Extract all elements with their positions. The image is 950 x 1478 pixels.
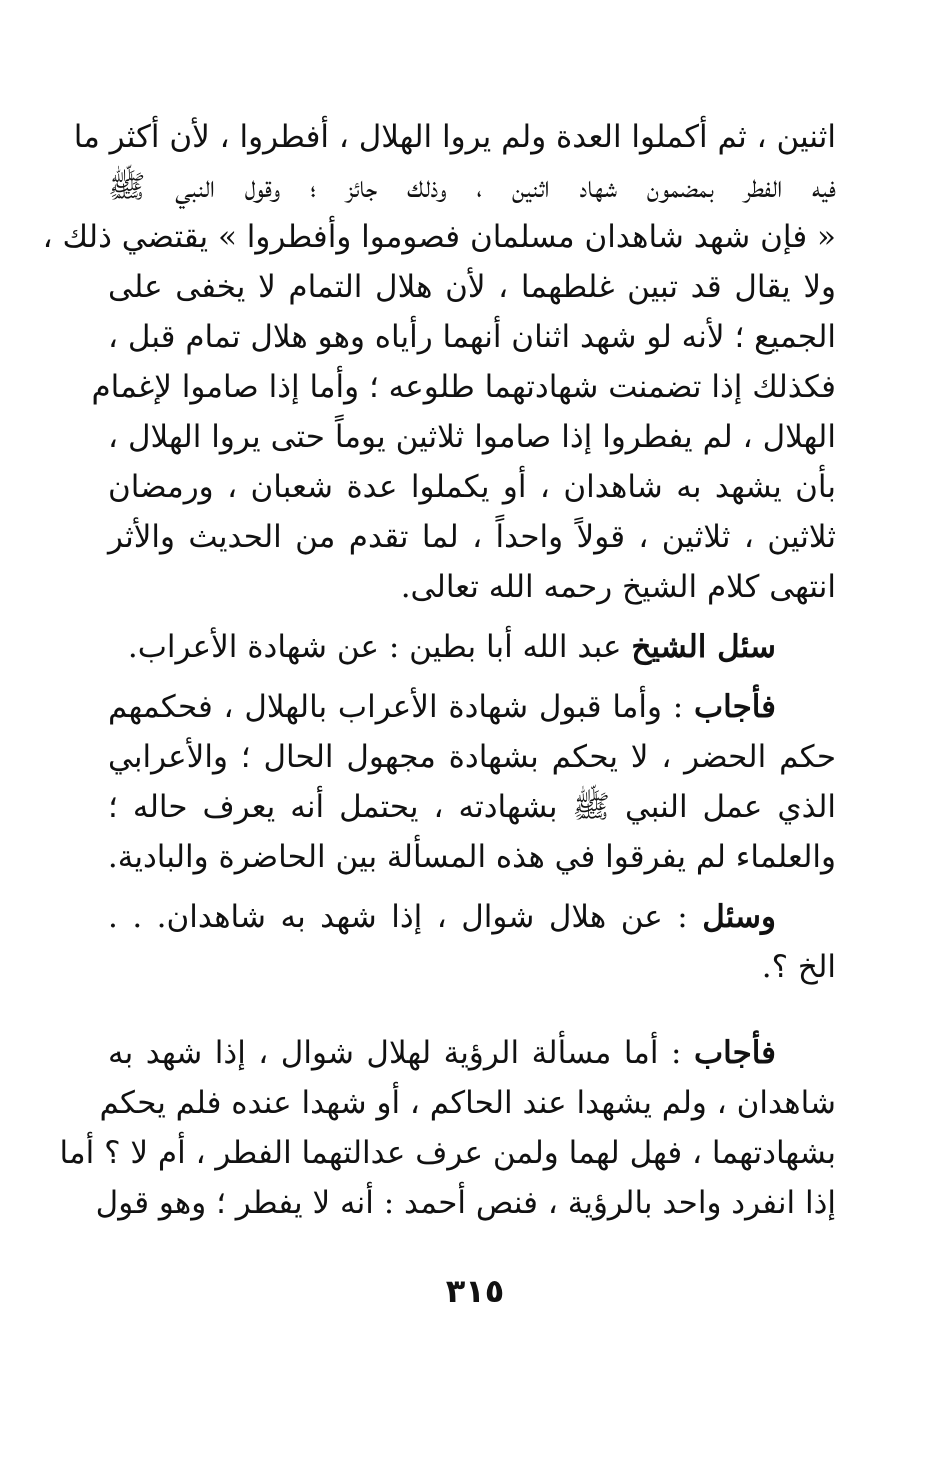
answer-text: : أما مسألة الرؤية لهلال شوال ، إذا شهد به — [108, 1035, 694, 1071]
question-text: : عن هلال شوال ، إذا شهد به شاهدان. . . — [108, 899, 703, 935]
question-2 — [108, 892, 836, 992]
text-line: فيه الفطر بمضمون شهاد اثنين ، وذلك جائز ؛ وقول النبي ﷺ — [108, 169, 836, 205]
answer-text: : وأما قبول شهادة الأعراب بالهلال ، فحكمهم — [108, 689, 694, 725]
text-line: انتهى كلام الشيخ رحمه الله تعالى. — [400, 569, 836, 605]
text-line: والعلماء لم يفرقوا في هذه المسألة بين الحاضرة والبادية. — [107, 839, 836, 875]
question-1 — [108, 622, 836, 672]
page-body — [42, 112, 836, 1228]
answer-1 — [108, 682, 836, 882]
answer-lead: فأجاب — [693, 689, 776, 725]
question-lead: وسئل — [702, 899, 776, 935]
text-line: « فإن شهد شاهدان مسلمان فصوموا وأفطروا » يقتضي ذلك ، — [42, 219, 836, 255]
answer-first-line — [108, 1028, 836, 1078]
text-line: بشهادتهما ، فهل لهما ولمن عرف عدالتهما الفطر ، أم لا ؟ أما — [59, 1135, 836, 1171]
text-line: ثلاثين ، ثلاثين ، قولاً واحداً ، لما تقدم من الحديث والأثر — [108, 519, 836, 555]
answer-first-line — [108, 682, 836, 732]
text-line: الخ ؟. — [761, 949, 836, 985]
question-line — [108, 622, 836, 672]
text-line: الجميع ؛ لأنه لو شهد اثنان أنهما رأياه وهو هلال تمام قبل ، — [107, 319, 836, 355]
text-line: الذي عمل النبي ﷺ بشهادته ، يحتمل أنه يعرف حاله ؛ — [108, 789, 836, 825]
question-lead: سئل الشيخ — [631, 629, 776, 665]
text-line: الهلال ، لم يفطروا إذا صاموا ثلاثين يوماً حتى يروا الهلال ، — [108, 419, 836, 455]
text-line: ولا يقال قد تبين غلطهما ، لأن هلال التمام لا يخفى على — [108, 269, 836, 305]
text-line: فكذلك إذا تضمنت شهادتهما طلوعه ؛ وأما إذا صاموا لإغمام — [91, 369, 836, 405]
text-line: شاهدان ، ولم يشهدا عند الحاكم ، أو شهدا عنده فلم يحكم — [99, 1085, 836, 1121]
question-first-line — [108, 892, 836, 942]
question-text: عبد الله أبا بطين : عن شهادة الأعراب. — [127, 629, 632, 665]
text-line: إذا انفرد واحد بالرؤية ، فنص أحمد : أنه لا يفطر ؛ وهو قول — [95, 1185, 836, 1221]
answer-lead: فأجاب — [693, 1035, 776, 1071]
text-line: بأن يشهد به شاهدان ، أو يكملوا عدة شعبان ، ورمضان — [108, 469, 836, 505]
paragraph-1 — [42, 112, 836, 612]
page-number: ٣١٥ — [445, 1272, 505, 1310]
text-line: حكم الحضر ، لا يحكم بشهادة مجهول الحال ؛ والأعرابي — [108, 739, 836, 775]
text-line: اثنين ، ثم أكملوا العدة ولم يروا الهلال ، أفطروا ، لأن أكثر ما — [73, 119, 836, 155]
answer-2 — [59, 1028, 836, 1228]
